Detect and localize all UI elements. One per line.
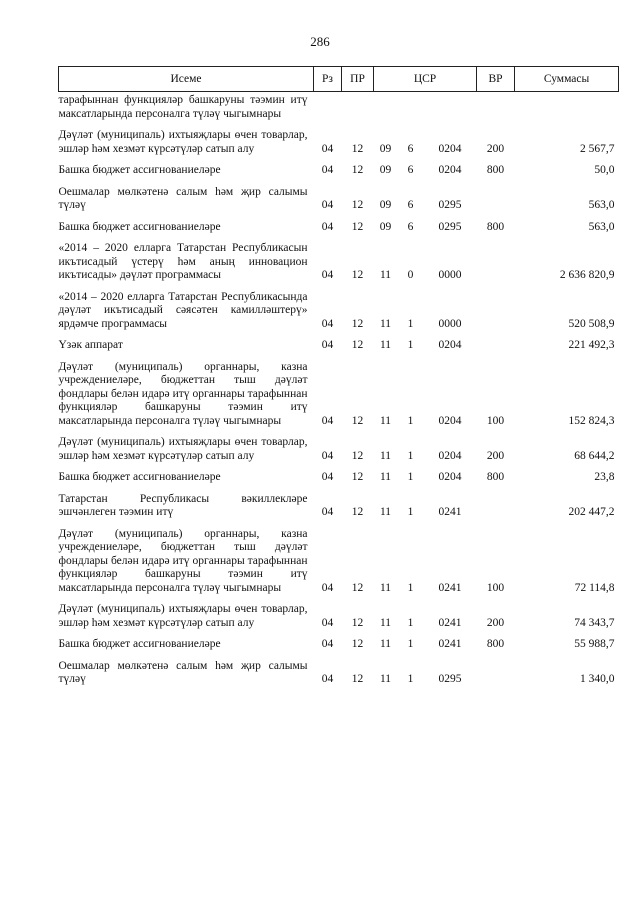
- table-row: [59, 488, 619, 523]
- row-vr: [477, 286, 515, 335]
- row-pr: 12: [351, 269, 364, 281]
- row-rz: 04: [321, 317, 334, 330]
- row-sum: 55 988,7: [574, 638, 615, 650]
- row-sum: 23,8: [594, 471, 615, 483]
- row-pr: 12: [351, 506, 364, 518]
- table-row: [59, 633, 619, 655]
- row-sum: 563,0: [588, 220, 615, 233]
- header-name: Исеме: [59, 67, 314, 92]
- row-name: Башка бюджет ассигнованиеләре: [58, 220, 221, 233]
- table-row: [59, 523, 619, 599]
- table-row: [59, 181, 619, 216]
- row-vr: [477, 655, 515, 690]
- row-csr-1: 11: [379, 581, 392, 594]
- row-rz: 04: [321, 269, 334, 281]
- row-csr-3: 0204: [438, 339, 462, 351]
- row-csr-1: 09: [379, 220, 392, 233]
- row-csr-2: 1: [407, 581, 414, 594]
- row-csr-1: 11: [379, 638, 392, 650]
- row-name: Башка бюджет ассигнованиеләре: [58, 471, 221, 483]
- row-rz: 04: [321, 449, 334, 462]
- row-vr: 800: [486, 220, 505, 233]
- row-sum: 520 508,9: [568, 317, 615, 330]
- row-csr-2: 6: [407, 199, 414, 211]
- row-csr-3: 0241: [438, 581, 462, 594]
- row-vr: 800: [486, 471, 505, 483]
- row-pr: [342, 92, 374, 125]
- row-pr: 12: [351, 449, 364, 462]
- row-csr-2: 1: [407, 317, 414, 330]
- row-name: «2014 – 2020 елларга Татарстан Республикасында дәүләт икътисадый сәясәтен камилләштерү» ярдәмче программасы: [58, 290, 308, 330]
- row-name: Дәүләт (муниципаль) ихтыяҗлары өчен товарлар, эшләр һәм хезмәт күрсәтүләр сатып алу: [58, 129, 308, 155]
- header-rz: Рз: [314, 67, 342, 92]
- row-name: Оешмалар мөлкәтенә салым һәм җир салымы түләү: [58, 659, 308, 685]
- table-row: [59, 159, 619, 181]
- row-name: Дәүләт (муниципаль) ихтыяҗлары өчен товарлар, эшләр һәм хезмәт күрсәтүләр сатып алу: [58, 603, 308, 629]
- row-csr-2: 1: [407, 673, 414, 685]
- row-rz: 04: [321, 142, 334, 155]
- row-csr-3: 0241: [438, 616, 462, 629]
- row-vr: [477, 237, 515, 286]
- row-name: Оешмалар мөлкәтенә салым һәм җир салымы түләү: [58, 185, 308, 211]
- row-csr-3: 0241: [438, 506, 462, 518]
- row-rz: 04: [321, 581, 334, 594]
- row-name: Татарстан Республикасы вәкиллекләре эшчәнлеген тәэмин итү: [58, 492, 308, 518]
- row-vr: [477, 334, 515, 356]
- table-row: [59, 334, 619, 356]
- row-csr-1: 09: [379, 164, 392, 176]
- row-vr: [477, 488, 515, 523]
- row-rz: 04: [321, 220, 334, 233]
- row-pr: 12: [351, 317, 364, 330]
- row-pr: 12: [351, 220, 364, 233]
- row-pr: 12: [351, 339, 364, 351]
- row-rz: 04: [321, 638, 334, 650]
- row-rz: 04: [321, 506, 334, 518]
- table-row: [59, 598, 619, 633]
- row-name: Үзәк аппарат: [58, 339, 123, 351]
- table-row: [59, 356, 619, 432]
- row-vr: 200: [486, 449, 505, 462]
- row-csr-2: 6: [407, 164, 414, 176]
- header-vr: ВР: [477, 67, 515, 92]
- row-sum: 1 340,0: [580, 673, 615, 685]
- table-row: [59, 466, 619, 488]
- table-row: [59, 216, 619, 238]
- row-pr: 12: [351, 199, 364, 211]
- table-header-row: [59, 67, 619, 92]
- row-csr-3: 0000: [438, 317, 462, 330]
- row-pr: 12: [351, 471, 364, 483]
- row-csr-3: 0204: [438, 449, 462, 462]
- table-row: [59, 124, 619, 159]
- row-csr-2: 6: [407, 142, 414, 155]
- row-csr-1: 11: [379, 317, 392, 330]
- row-csr-3: [424, 92, 477, 125]
- table-row: [59, 237, 619, 286]
- row-pr: 12: [351, 616, 364, 629]
- row-csr-2: 1: [407, 471, 414, 483]
- table-body: [59, 92, 619, 690]
- row-csr-2: 1: [407, 449, 414, 462]
- table-row: [59, 92, 619, 125]
- row-csr-1: 11: [379, 449, 392, 462]
- row-pr: 12: [351, 581, 364, 594]
- row-sum: 2 636 820,9: [559, 269, 615, 281]
- row-pr: 12: [351, 142, 364, 155]
- row-csr-3: 0204: [438, 142, 462, 155]
- row-sum: 50,0: [594, 164, 615, 176]
- row-csr-3: 0204: [438, 164, 462, 176]
- row-sum: [515, 92, 619, 125]
- row-rz: 04: [321, 414, 334, 427]
- row-pr: 12: [351, 414, 364, 427]
- row-vr: 100: [486, 414, 505, 427]
- row-sum: 72 114,8: [574, 581, 615, 594]
- row-rz: [314, 92, 342, 125]
- row-sum: 152 824,3: [568, 414, 615, 427]
- row-csr-1: 11: [379, 616, 392, 629]
- row-rz: 04: [321, 471, 334, 483]
- row-vr: 200: [486, 616, 505, 629]
- row-csr-2: 1: [407, 506, 414, 518]
- row-csr-2: 1: [407, 616, 414, 629]
- row-vr: [477, 92, 515, 125]
- row-csr-3: 0204: [438, 414, 462, 427]
- row-csr-2: 1: [407, 414, 414, 427]
- table-row: [59, 655, 619, 690]
- row-name: Дәүләт (муниципаль) ихтыяҗлары өчен товарлар, эшләр һәм хезмәт күрсәтүләр сатып алу: [58, 436, 308, 462]
- header-sum: Суммасы: [515, 67, 619, 92]
- row-vr: 100: [486, 581, 505, 594]
- page-number: 286: [310, 34, 330, 49]
- row-csr-2: 1: [407, 339, 414, 351]
- row-csr-3: 0000: [438, 269, 462, 281]
- row-rz: 04: [321, 199, 334, 211]
- row-name: Дәүләт (муниципаль) органнары, казна учреждениеләре, бюджеттан тыш дәүләт фондлары белән идарә итү органнары тарафыннан функцияләр башкаруны тәэмин итү максатларында персоналга түләү чыгымнары: [58, 527, 308, 594]
- table-row: [59, 286, 619, 335]
- header-csr: ЦСР: [374, 67, 477, 92]
- row-vr: 800: [486, 164, 505, 176]
- row-vr: [477, 181, 515, 216]
- row-rz: 04: [321, 339, 334, 351]
- row-sum: 68 644,2: [574, 449, 615, 462]
- row-pr: 12: [351, 164, 364, 176]
- budget-table: [58, 66, 619, 690]
- row-csr-1: 11: [379, 414, 392, 427]
- row-sum: 563,0: [588, 199, 615, 211]
- row-csr-3: 0295: [438, 673, 462, 685]
- row-pr: 12: [351, 673, 364, 685]
- row-name: Башка бюджет ассигнованиеләре: [58, 164, 221, 176]
- row-csr-3: 0204: [438, 471, 462, 483]
- row-name: тарафыннан функцияләр башкаруны тәэмин итү максатларында персоналга түләү чыгымнары: [58, 94, 308, 120]
- row-csr-2: 0: [407, 269, 414, 281]
- row-rz: 04: [321, 164, 334, 176]
- row-csr-2: 1: [407, 638, 414, 650]
- row-sum: 2 567,7: [580, 142, 615, 155]
- row-csr-1: 11: [379, 506, 392, 518]
- row-csr-3: 0241: [438, 638, 462, 650]
- row-sum: 74 343,7: [574, 616, 615, 629]
- row-csr-1: 09: [379, 142, 392, 155]
- row-csr-3: 0295: [438, 199, 462, 211]
- row-csr-1: [374, 92, 398, 125]
- row-csr-1: 11: [379, 673, 392, 685]
- row-pr: 12: [351, 638, 364, 650]
- row-sum: 202 447,2: [568, 506, 615, 518]
- row-csr-3: 0295: [438, 220, 462, 233]
- row-csr-1: 11: [379, 471, 392, 483]
- row-csr-1: 11: [379, 269, 392, 281]
- row-name: Дәүләт (муниципаль) органнары, казна учреждениеләре, бюджеттан тыш дәүләт фондлары белән идарә итү органнары тарафыннан функцияләр башкаруны тәэмин итү максатларында персоналга түләү чыгымнары: [58, 360, 308, 427]
- row-sum: 221 492,3: [568, 339, 615, 351]
- row-rz: 04: [321, 673, 334, 685]
- row-csr-2: 6: [407, 220, 414, 233]
- row-name: «2014 – 2020 елларга Татарстан Республикасын икътисадый үстерү һәм аның инновацион икътисады» дәүләт программасы: [58, 242, 308, 281]
- row-vr: 200: [486, 142, 505, 155]
- row-csr-1: 11: [379, 339, 392, 351]
- table-row: [59, 431, 619, 466]
- row-rz: 04: [321, 616, 334, 629]
- row-csr-2: [398, 92, 424, 125]
- header-pr: ПР: [342, 67, 374, 92]
- row-name: Башка бюджет ассигнованиеләре: [58, 638, 221, 650]
- row-vr: 800: [486, 638, 505, 650]
- row-csr-1: 09: [379, 199, 392, 211]
